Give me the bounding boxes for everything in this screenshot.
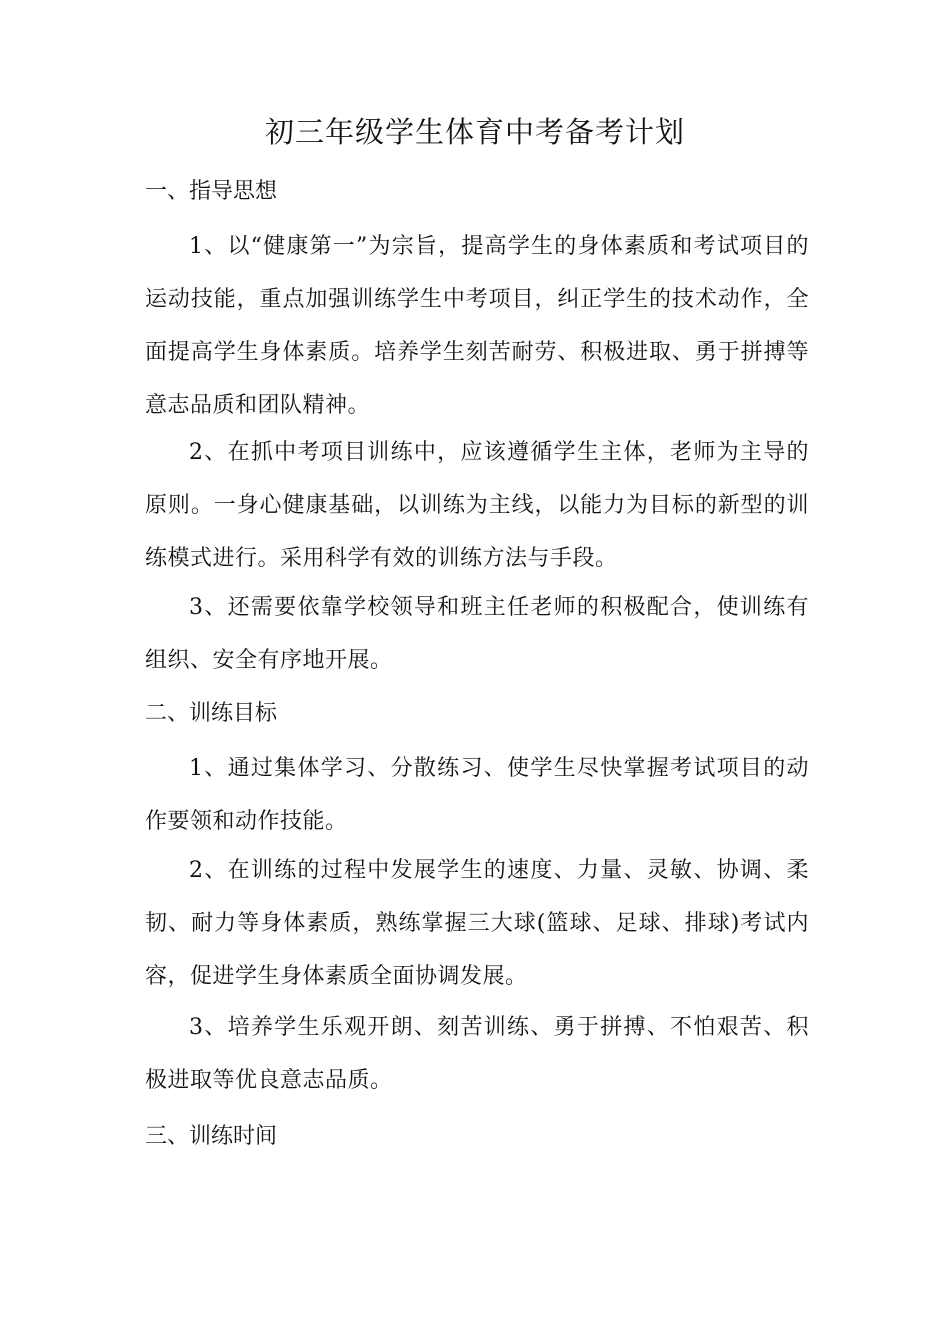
section-heading-training-goals: 二、训练目标 <box>145 701 278 726</box>
paragraph-guiding-2: 2、在抓中考项目训练中，应该遵循学生主体，老师为主导的原则。一身心健康基础，以训练为主线，以能力为目标的新型的训练模式进行。采用科学有效的训练方法与手段。 <box>145 440 809 571</box>
paragraph-goals-3: 3、培养学生乐观开朗、刻苦训练、勇于拼搏、不怕艰苦、积极进取等优良意志品质。 <box>145 1015 809 1093</box>
paragraph-guiding-1: 1、以“健康第一”为宗旨，提高学生的身体素质和考试项目的运动技能，重点加强训练学生中考项目，纠正学生的技术动作，全面提高学生身体素质。培养学生刻苦耐劳、积极进取、勇于拼搏等意志品质和团队精神。 <box>145 234 809 418</box>
paragraph-goals-2: 2、在训练的过程中发展学生的速度、力量、灵敏、协调、柔韧、耐力等身体素质，熟练掌握三大球(篮球、足球、排球)考试内容，促进学生身体素质全面协调发展。 <box>145 858 809 989</box>
paragraph-guiding-3: 3、还需要依靠学校领导和班主任老师的积极配合，使训练有组织、安全有序地开展。 <box>145 595 809 673</box>
paragraph-goals-1: 1、通过集体学习、分散练习、使学生尽快掌握考试项目的动作要领和动作技能。 <box>145 756 809 834</box>
document-title: 初三年级学生体育中考备考计划 <box>264 115 685 149</box>
section-heading-guiding-ideology: 一、指导思想 <box>145 179 278 204</box>
section-heading-training-time: 三、训练时间 <box>145 1124 278 1149</box>
